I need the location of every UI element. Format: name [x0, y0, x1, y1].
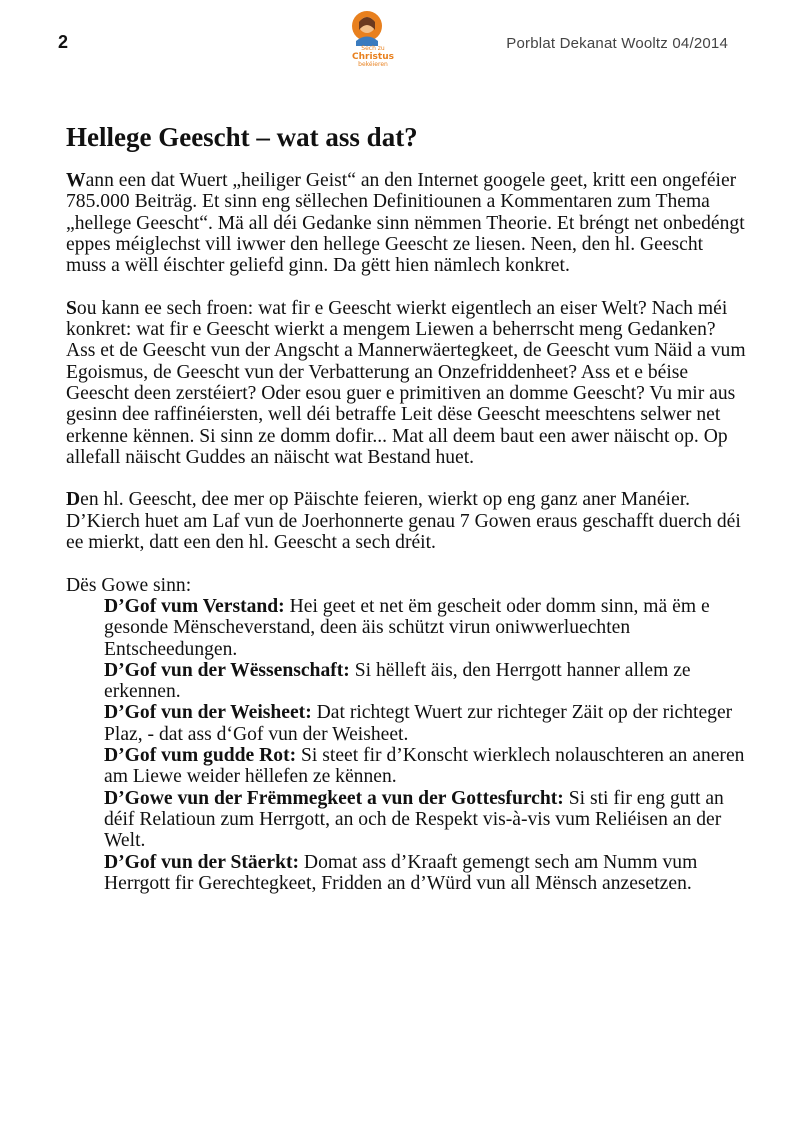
paragraph-2 [66, 298, 746, 468]
paragraph-1 [66, 170, 746, 276]
gift-text: Dat richtegt Wuert zur richteger Zäit op der richteger Plaz, - dat ass d‘Gof vun der Weisheet. [104, 702, 733, 745]
gift-name: D’Gof vun der Weisheet: [104, 702, 312, 724]
gift-name: D’Gof vum Verstand: [104, 595, 285, 617]
drop-letter: W [66, 170, 86, 191]
publication-header: Porblat Dekanat Wooltz 04/2014 [506, 35, 728, 52]
gift-text: Hei geet et net ëm gescheit oder domm sinn, mä ëm e gesonde Mënscheverstand, deen äis schützt virun oniwwerluechten Entscheedungen. [104, 595, 710, 660]
drop-letter: D [66, 489, 81, 511]
gift-item [104, 660, 746, 703]
logo-text-line1: Sech zu [361, 45, 385, 52]
page-number: 2 [58, 32, 69, 52]
gift-item [104, 702, 746, 745]
gift-text: Domat ass d’Kraaft gemengt sech am Numm vum Herrgott fir Gerechtegkeet, Fridden an d’Würd vun all Mënsch anzesetzen. [104, 851, 698, 894]
gifts-list [104, 596, 746, 894]
article-body [66, 170, 746, 894]
gift-name: D’Gof vun der Stäerkt: [104, 851, 300, 873]
gift-name: D’Gowe vun der Frëmmegkeet a vun der Gottesfurcht: [104, 787, 564, 809]
gift-text: Si sti fir eng gutt an déif Relatioun zum Herrgott, an och de Respekt vis-à-vis vum Reliéisen an der Welt. [104, 787, 724, 852]
gift-name: D’Gof vum gudde Rot: [104, 745, 297, 767]
logo-text-line2: Christus [352, 52, 394, 62]
article-title: Hellege Geescht – wat ass dat? [66, 122, 418, 152]
gift-text: Si hëlleft äis, den Herrgott hanner allem ze erkennen. [104, 659, 691, 703]
logo-text-line3: bekéieren [358, 61, 388, 68]
gifts-intro: Dës Gowe sinn: [66, 574, 192, 596]
gift-item [104, 745, 746, 788]
gift-item [104, 788, 746, 852]
gift-item [104, 852, 746, 895]
paragraph-text: ou kann ee sech froen: wat fir e Geescht wierkt eigentlech an eiser Welt? Nach méi konkret: wat fir e Geescht wierkt a mengem Liewen a beherrscht meng Gedanken? Ass et de Geescht vun der Angscht a Mannerwäertegkeet, de Geescht vum Näid a vum Egoismus, de Geescht vun der Verbatterung an Onzefriddenheet? Ass et e béise Geescht deen zerstéiert? Oder esou guer e primitiven an domme Geescht? Vu mir aus gesinn dee raffinéiersten, well déi betraffe Leit dëse Geescht meeschtens selwer net erkenne kënnen. Si sinn ze domm dofir... Mat all deem baut een awer näischt op. Op allefall näischt Guddes an näischt wat Bestand huet. [66, 297, 746, 468]
gift-name: D’Gof vun der Wëssenschaft: [104, 659, 350, 681]
paragraph-text: en hl. Geescht, dee mer op Päischte feieren, wierkt op eng ganz aner Manéier. D’Kierch huet am Laf vun de Joerhonnerte genau 7 Gowen eraus geschafft duerch déi ee mierkt, datt een den hl. Geescht a sech dréit. [66, 489, 741, 554]
paragraph-3 [66, 489, 746, 553]
gift-text: Si steet fir d’Konscht wierklech nolauschteren an aneren am Liewe weider hëllefen ze kënnen. [104, 745, 745, 788]
drop-letter: S [66, 297, 77, 319]
christus-logo-icon [344, 8, 402, 70]
paragraph-text: ann een dat Wuert „heiliger Geist“ an den Internet googele geet, kritt een ongeféier 785.000 Beiträg. Et sinn eng sëllechen Definitiounen a Kommentaren zum Thema „hellege Geescht“. Mä all déi Gedanke sinn nëmmen Theorie. Et bréngt net onbedéngt eppes méiglechst vill iwwer den hellege Geescht ze liesen. Neen, den hl. Geescht muss a wëll éischter geliefd ginn. Da gëtt hien nämlech konkret. [66, 170, 745, 277]
gift-item [104, 596, 746, 660]
